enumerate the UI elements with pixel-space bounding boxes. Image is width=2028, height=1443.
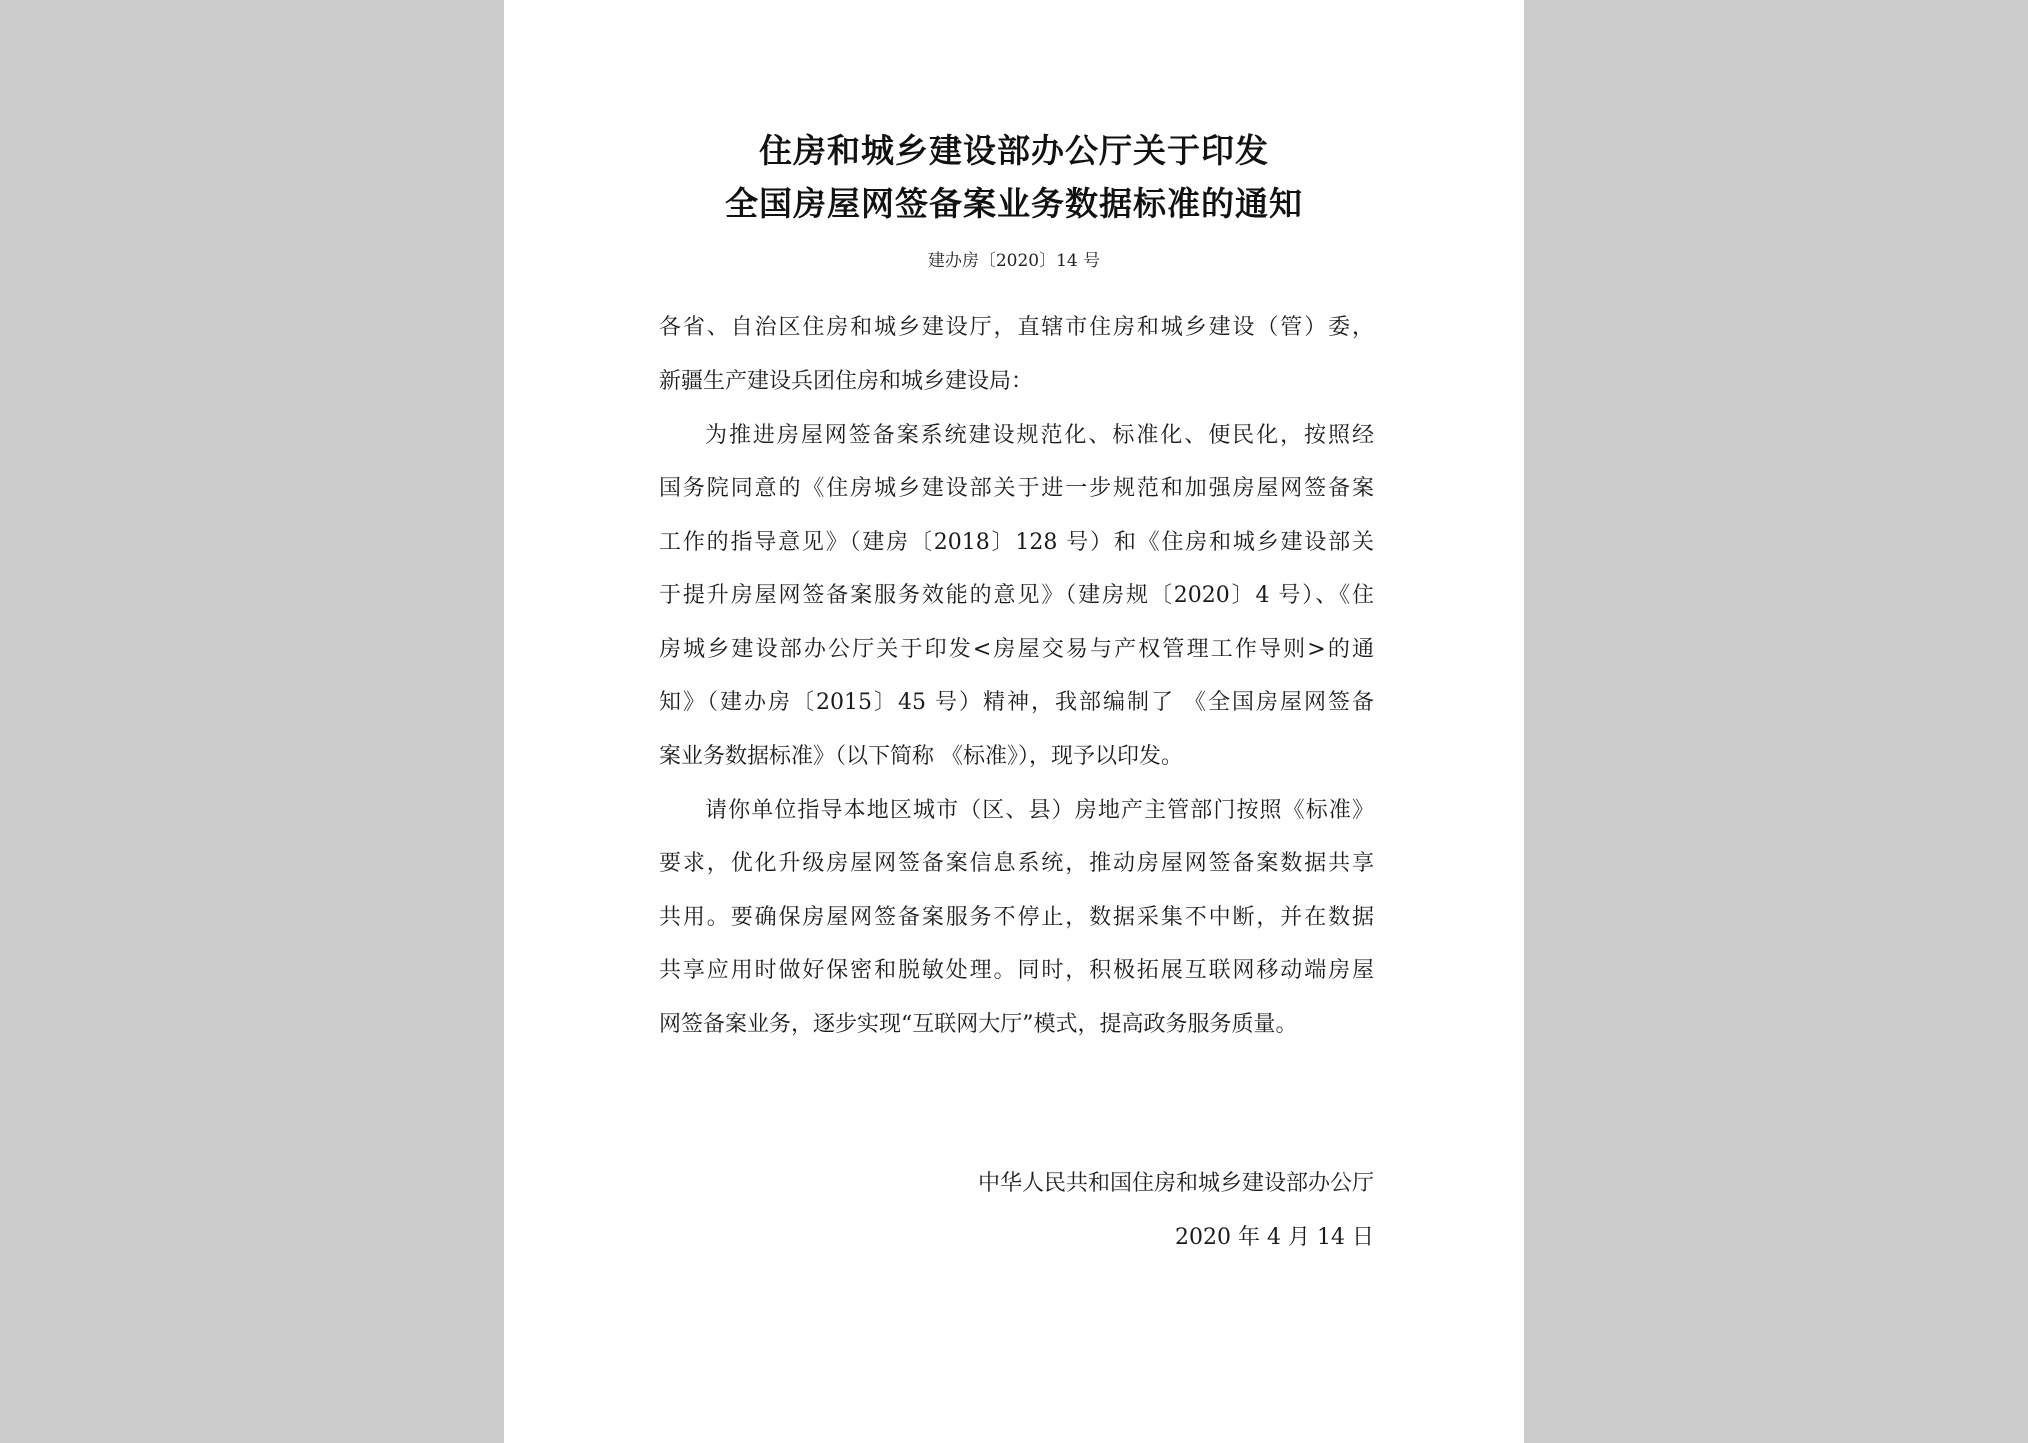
signature-issuer: 中华人民共和国住房和城乡建设部办公厅 (977, 1171, 1374, 1196)
signature-date: 2020 年 4 月 14 日 (1175, 1225, 1374, 1250)
paragraph-1-line: 国务院同意的《住房城乡建设部关于进一步规范和加强房屋网签备案 (659, 476, 1374, 501)
document-number: 建办房〔2020〕14 号 (927, 251, 1101, 271)
paragraph-2-line: 共用。要确保房屋网签备案服务不停止，数据采集不中断，并在数据 (659, 905, 1374, 930)
paragraph-2-line: 要求，优化升级房屋网签备案信息系统，推动房屋网签备案数据共享 (659, 851, 1374, 876)
paragraph-2-line: 共享应用时做好保密和脱敏处理。同时，积极拓展互联网移动端房屋 (659, 958, 1374, 983)
paragraph-1-line: 工作的指导意见》（建房〔2018〕128 号）和《住房和城乡建设部关 (659, 530, 1374, 555)
paragraph-1-line: 房城乡建设部办公厅关于印发<房屋交易与产权管理工作导则>的通 (659, 637, 1374, 662)
salutation-line: 各省、自治区住房和城乡建设厅，直辖市住房和城乡建设（管）委， (659, 315, 1374, 340)
paragraph-1-line: 为推进房屋网签备案系统建设规范化、标准化、便民化，按照经 (705, 423, 1374, 448)
paragraph-2-line: 请你单位指导本地区城市（区、县）房地产主管部门按照《标准》 (705, 798, 1374, 823)
document-title-line-2: 全国房屋网签备案业务数据标准的通知 (725, 184, 1303, 223)
salutation-line: 新疆生产建设兵团住房和城乡建设局： (659, 369, 1034, 394)
paragraph-1-line: 知》（建办房〔2015〕45 号）精神，我部编制了 《全国房屋网签备 (659, 690, 1374, 715)
paragraph-1-line: 于提升房屋网签备案服务效能的意见》（建房规〔2020〕4 号）、《住 (659, 583, 1374, 608)
paragraph-1-line: 案业务数据标准》（以下简称 《标准》），现予以印发。 (659, 744, 1183, 769)
paragraph-2-line: 网签备案业务，逐步实现“互联网大厅”模式，提高政务服务质量。 (659, 1012, 1298, 1037)
document-page (504, 0, 1524, 1443)
document-title-line-1: 住房和城乡建设部办公厅关于印发 (759, 131, 1269, 170)
